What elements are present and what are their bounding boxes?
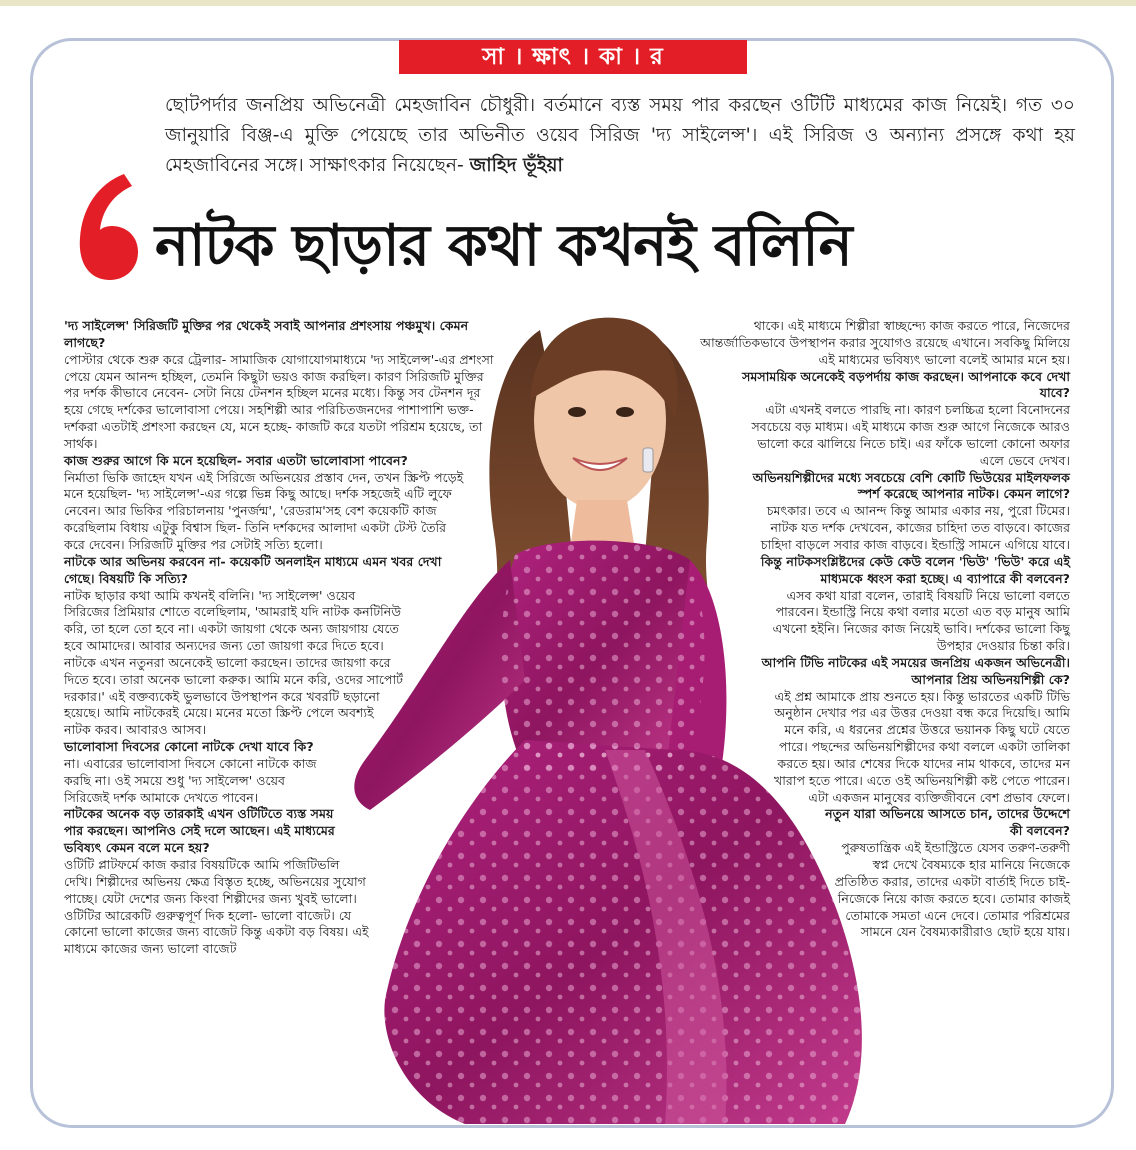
answer: এটা এখনই বলতে পারছি না। কারণ চলচ্চিত্র হলো বিনোদনের সবচেয়ে বড় মাধ্যম। এই মাধ্যমে কাজ শুরু আগে নিজেকে আরও ভালো করে ঝালিয়ে নিতে চাই। এর ফাঁকে ভালো কোনো অফার এলে ভেবে দেখব। [751,402,1070,468]
question: আপনি টিভি নাটকের এই সময়ের জনপ্রিয় একজন অভিনেত্রী। আপনার প্রিয় অভিনয়শিল্পী কে? [761,654,1070,687]
question: নতুন যারা অভিনয়ে আসতে চান, তাদের উদ্দেশে কী বলবেন? [825,806,1070,839]
left-column [64,318,502,958]
answer: নির্মাতা ভিকি জাহেদ যখন এই সিরিজে অভিনয়ের প্রস্তাব দেন, তখন স্ক্রিপ্ট পড়েই মনে হয়েছিল- 'দ্য সাইলেন্স'-এর গল্পে ভিন্ন কিছু আছে। দর্শক সহজেই এটি লুফে নেবেন। আর ভিকির পরিচালনায় 'পুনর্জন্ম', 'রেডরাম'সহ বেশ কয়েকটি কাজ করেছিলাম বিধায় এটুকু বিশ্বাস ছিল- তিনি দর্শকদের আলাদা একটা টেস্ট তৈরি করে দেবেন। সিরিজটি মুক্তির পর সেটাই সত্যি হলো। [64,469,464,552]
intro-paragraph [165,91,1075,181]
answer: ওটিটি প্লাটফর্মে কাজ করার বিষয়টিকে আমি পজিটিভলি দেখি। শিল্পীদের অভিনয় ক্ষেত্র বিস্তৃত হচ্ছে, অভিনয়ের সুযোগ পাচ্ছে। যেটা দেশের জন্য কিংবা শিল্পীদের জন্য খুবই ভালো। ওটিটির আরেকটি গুরুত্বপূর্ণ দিক হলো- ভালো বাজেট। যে কোনো ভালো কাজের জন্য বাজেট কিন্তু একটা বড় বিষয়। এই মাধ্যমে কাজের জন্য ভালো বাজেট [64,857,369,957]
answer: না। এবারের ভালোবাসা দিবসে কোনো নাটকে কাজ করছি না। ওই সময়ে শুধু 'দ্য সাইলেন্স' ওয়েব সিরিজেই দর্শক আমাকে দেখতে পাবেন। [64,755,317,805]
question: কিন্তু নাটকসংশ্লিষ্টদের কেউ কেউ বলেন 'ভিউ' 'ভিউ' করে এই মাধ্যমকে ধ্বংস করা হচ্ছে। এ ব্যাপারে কী বলবেন? [760,553,1070,586]
right-column [690,318,1070,941]
question: কাজ শুরুর আগে কি মনে হয়েছিল- সবার এতটা ভালোবাসা পাবেন? [64,452,408,468]
answer: এসব কথা যারা বলেন, তারাই বিষয়টি নিয়ে ভালো বলতে পারবেন। ইন্ডাস্ট্রি নিয়ে কথা বলার মতো এত বড় মানুষ আমি এখনো হইনি। নিজের কাজ নিয়েই ভাবি। দর্শকের ভালো কিছু উপহার দেওয়ার চিন্তা করি। [772,587,1070,654]
question: 'দ্য সাইলেন্স' সিরিজটি মুক্তির পর থেকেই সবাই আপনার প্রশংসায় পঞ্চমুখ। কেমন লাগছে? [64,318,469,350]
question: অভিনয়শিল্পীদের মধ্যে সবচেয়ে বেশি কোটি ভিউয়ের মাইলফলক স্পর্শ করেছে আপনার নাটক। কেমন লাগে? [752,469,1070,502]
question: নাটকে আর অভিনয় করবেন না- কয়েকটি অনলাইন মাধ্যমে এমন খবর দেখা গেছে। বিষয়টি কি সত্যি? [64,553,442,586]
answer: পোস্টার থেকে শুরু করে ট্রেলার- সামাজিক যোগাযোগমাধ্যমে 'দ্য সাইলেন্স'-এর প্রশংসা পেয়ে যেমন আনন্দ হচ্ছিল, তেমনি কিছুটা ভয়ও কাজ করছিল। কারণ সিরিজটি মুক্তির পর দর্শক কীভাবে নেবেন- সেটা নিয়ে টেনশন হচ্ছিল মনের মধ্যে। কিন্তু সব টেনশন দূর হয়ে গেছে দর্শকের ভালোবাসা পেয়ে। সহশিল্পী আর পরিচিতজনদের পাশাপাশি ভক্ত-দর্শকরা এতটাই প্রশংসা করছেন যে, মনে হচ্ছে- কাজটি করে যতটা পরিশ্রম হয়েছে, তা সার্থক। [64,351,494,451]
headline: নাটক ছাড়ার কথা কখনই বলিনি [155,213,852,279]
question: ভালোবাসা দিবসের কোনো নাটকে দেখা যাবে কি? [64,739,314,755]
section-tag: সা । ক্ষাৎ । কা । র [399,40,747,74]
answer: নাটক ছাড়ার কথা আমি কখনই বলিনি। 'দ্য সাইলেন্স' ওয়েব সিরিজের প্রিমিয়ার শোতে বলেছিলাম, 'আমরাই যদি নাটক কনটিনিউ করি, তা হলে তো হবে না। একটা জায়গা থেকে অন্য জায়গায় যেতে হবে আমাদের। আবার অন্যদের জন্য তো জায়গা করে দিতে হবে। নাটকে এখন নতুনরা অনেকেই ভালো করছেন। তাদের জায়গা করে দিতে হবে। তারা অনেক ভালো করুক। আমি মনে করি, ওদের সাপোর্ট দরকার।' এই বক্তব্যকেই ভুলভাবে উপস্থাপন করে খবরটি ছড়ানো হয়েছে। আমি নাটকেরই মেয়ে। মনের মতো স্ক্রিপ্ট পেলে অবশ্যই নাটক করব। আবারও আসব। [64,587,404,738]
top-rule [0,0,1136,6]
intro-text: ছোটপর্দার জনপ্রিয় অভিনেত্রী মেহজাবিন চৌধুরী। বর্তমানে ব্যস্ত সময় পার করছেন ওটিটি মাধ্যমের কাজ নিয়েই। গত ৩০ জানুয়ারি বিঞ্জ-এ মুক্তি পেয়েছে তার অভিনীত ওয়েব সিরিজ 'দ্য সাইলেন্স'। এই সিরিজ ও অন্যান্য প্রসঙ্গে কথা হয় মেহজাবিনের সঙ্গে। সাক্ষাৎকার নিয়েছেন- [165,95,1075,176]
intro-author: জাহিদ ভূঁইয়া [469,155,563,176]
answer: চমৎকার। তবে এ আনন্দ কিন্তু আমার একার নয়, পুরো টিমের। নাটক যত দর্শক দেখবেন, কাজের চাহিদা তত বাড়বে। কাজের চাহিদা বাড়লে সবার কাজ বাড়বে। ইন্ডাস্ট্রি সামনে এগিয়ে যাবে। [760,503,1070,552]
quote-mark-icon [64,168,144,286]
answer: পুরুষতান্ত্রিক এই ইন্ডাস্ট্রিতে যেসব তরুণ-তরুণী স্বপ্ন দেখে বৈষম্যকে হার মানিয়ে নিজেকে প্রতিষ্ঠিত করার, তাদের একটা বার্তাই দিতে চাই- নিজেকে নিয়ে কাজ করতে হবে। তোমার কাজই তোমাকে সমতা এনে দেবে। তোমার পরিশ্রমের সামনে যেন বৈষম্যকারীরাও ছোট হয়ে যায়। [834,840,1070,940]
question: নাটকের অনেক বড় তারকাই এখন ওটিটিতে ব্যস্ত সময় পার করছেন। আপনিও সেই দলে আছেন। এই মাধ্যমের ভবিষ্যৎ কেমন বলে মনে হয়? [64,806,335,856]
answer: এই প্রশ্ন আমাকে প্রায় শুনতে হয়। কিন্তু ভারতের একটি টিভি অনুষ্ঠান দেখার পর এর উত্তর দেওয়া বন্ধ করে দিয়েছি। আমি মনে করি, এ ধরনের প্রশ্নের উত্তরে ভয়ানক কিছু ঘটে যেতে পারে। পছন্দের অভিনয়শিল্পীদের কথা বললে একটা তালিকা করতে হয়। আর শেষের দিকে যাদের নাম থাকবে, তাদের মন খারাপ হতে পারে। এতে ওই অভিনয়শিল্পী কষ্ট পেতে পারেন। এটা একজন মানুষের ব্যক্তিজীবনে বেশ প্রভাব ফেলে। [773,688,1070,805]
question: সমসাময়িক অনেকেই বড়পর্দায় কাজ করছেন। আপনাকে কবে দেখা যাবে? [742,368,1070,401]
answer: থাকে। এই মাধ্যমে শিল্পীরা স্বাচ্ছন্দ্যে কাজ করতে পারে, নিজেদের আন্তর্জাতিকভাবে উপস্থাপন করার সুযোগও রয়েছে এখানে। সবকিছু মিলিয়ে এই মাধ্যমের ভবিষ্যৎ ভালো বলেই আমার মনে হয়। [700,318,1070,367]
